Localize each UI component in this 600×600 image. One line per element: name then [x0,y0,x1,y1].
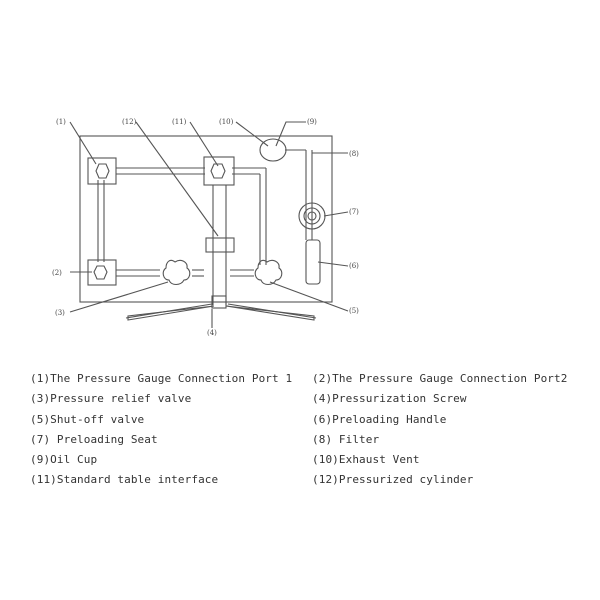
callout-9: (9) [307,118,317,126]
callout-10: (10) [219,118,234,126]
legend-item-12: (12)Pressurized cylinder [312,473,474,486]
handle-bar-right [226,306,314,320]
callout-2: (2) [52,269,62,277]
leader-12 [136,122,218,236]
callout-1: (1) [56,118,66,126]
leader-3 [70,282,168,312]
cylinder-collar [206,238,234,252]
port-1-hex [96,164,109,178]
legend-item-1: (1)The Pressure Gauge Connection Port 1 [30,372,293,385]
leader-5 [270,282,348,311]
leader-9 [276,122,306,146]
legend-item-3: (3)Pressure relief valve [30,392,192,405]
callout-8: (8) [349,150,359,158]
legend-item-10: (10)Exhaust Vent [312,453,420,466]
standard-table-interface [204,157,234,185]
legend-item-4: (4)Pressurization Screw [312,392,467,405]
legend-item-6: (6)Preloading Handle [312,413,447,426]
gauge-port-2 [88,260,116,285]
leader-1 [70,122,96,164]
callout-12: (12) [122,118,137,126]
legend-item-11: (11)Standard table interface [30,473,219,486]
leader-6 [318,262,348,266]
legend-item-2: (2)The Pressure Gauge Connection Port2 [312,372,568,385]
leader-7 [324,212,348,216]
callout-5: (5) [349,307,359,315]
legend-item-8: (8) Filter [312,433,380,446]
legend-item-7: (7) Preloading Seat [30,433,158,446]
callout-11: (11) [172,118,187,126]
handle-bar-left [128,306,214,320]
shut-off-valve [255,260,282,284]
callout-7: (7) [349,208,359,216]
port-2-hex [94,266,107,279]
pressure-relief-valve [163,260,190,284]
callout-3: (3) [55,309,65,317]
gauge-port-1 [88,158,116,184]
legend-item-5: (5)Shut-off valve [30,413,145,426]
callout-4: (4) [207,329,217,337]
legend-item-9: (9)Oil Cup [30,453,98,466]
interface-hex [211,164,225,178]
leader-10 [236,122,268,146]
preloading-handle [306,240,320,284]
callout-6: (6) [349,262,359,270]
